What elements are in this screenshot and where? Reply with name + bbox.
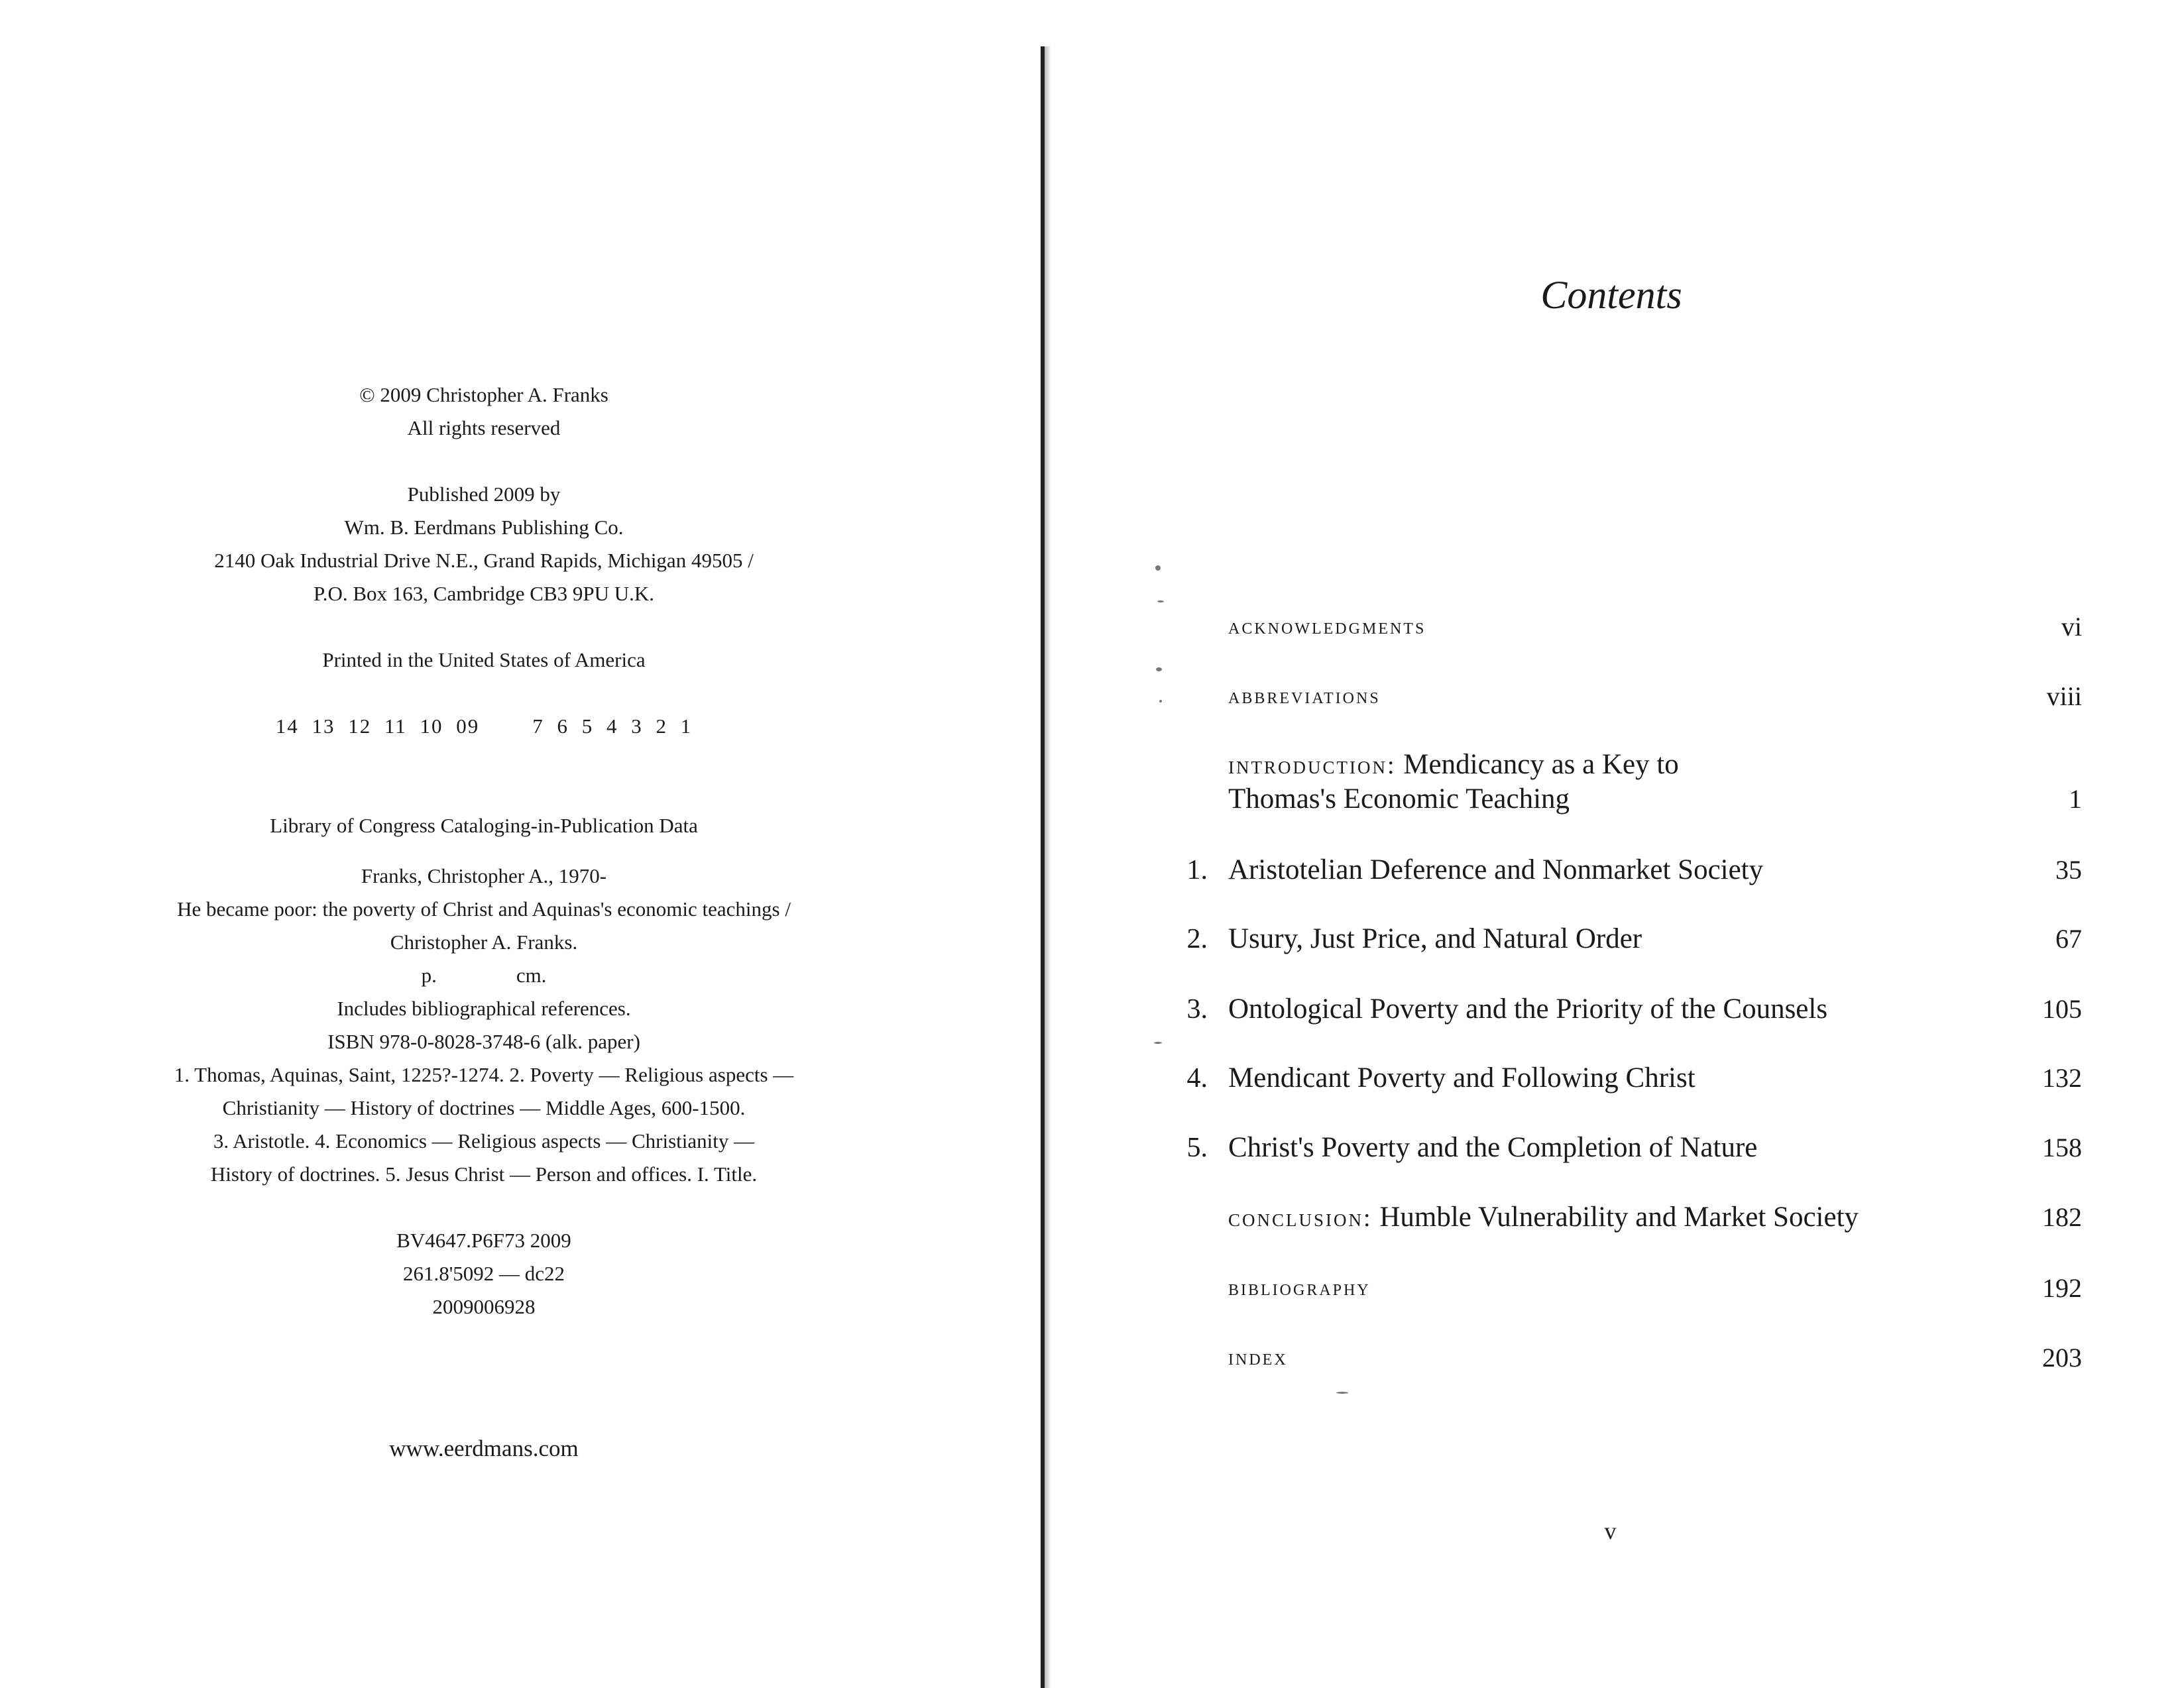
impression-line <box>0 713 968 740</box>
contents-title: Contents <box>1540 273 1682 317</box>
scan-speck <box>1156 667 1162 671</box>
classification-line: 261.8'5092 — dc22 <box>402 1262 565 1285</box>
scan-speck <box>1157 600 1164 602</box>
publisher-line: Wm. B. Eerdmans Publishing Co. <box>344 516 624 539</box>
toc-entry-page: 158 <box>2042 1133 2082 1162</box>
cip-heading: Library of Congress Cataloging-in-Publication Data <box>270 814 698 837</box>
toc-entry-number: 1. <box>1186 855 1208 885</box>
address-line-1: 2140 Oak Industrial Drive N.E., Grand Rapids, Michigan 49505 / <box>214 549 754 572</box>
cip-line: 1. Thomas, Aquinas, Saint, 1225?-1274. 2. Poverty — Religious aspects — <box>174 1063 794 1086</box>
toc-entry-page: 192 <box>2042 1273 2082 1303</box>
toc-entry-title: acknowledgments <box>1228 614 1426 639</box>
toc-entry-number: 5. <box>1186 1133 1208 1163</box>
toc-entry-title: Ontological Poverty and the Priority of the Counsels <box>1228 993 1828 1025</box>
toc-entry-title: Mendicant Poverty and Following Christ <box>1228 1062 1695 1094</box>
toc-entry-page: 182 <box>2042 1202 2082 1232</box>
toc-entry-page: 35 <box>2055 855 2082 885</box>
toc-entry-page: 67 <box>2055 924 2082 954</box>
toc-entry-page: 203 <box>2042 1343 2082 1373</box>
website-line: www.eerdmans.com <box>389 1435 579 1461</box>
toc-entry-number: 2. <box>1186 924 1208 954</box>
cip-line: Christopher A. Franks. <box>390 930 578 954</box>
toc-entry-page: 1 <box>2069 784 2082 814</box>
toc-entry-number: 4. <box>1186 1063 1208 1094</box>
address-line-2: P.O. Box 163, Cambridge CB3 9PU U.K. <box>313 582 655 605</box>
toc-entry-label: Humble Vulnerability and Market Society <box>1379 1202 1859 1233</box>
scan-speck <box>1159 700 1162 703</box>
copyright-line: © 2009 Christopher A. Franks <box>359 383 608 406</box>
impression-numbers: 7 6 5 4 3 2 1 <box>532 714 693 738</box>
toc-entry-label: Mendicancy as a Key to <box>1403 749 1679 780</box>
toc-entry-title: index <box>1228 1345 1288 1370</box>
pcm-p: p. <box>421 964 437 987</box>
cip-line: Christianity — History of doctrines — Middle Ages, 600-1500. <box>222 1096 746 1119</box>
scan-speck <box>1336 1392 1348 1394</box>
cip-line: 3. Aristotle. 4. Economics — Religious aspects — Christianity — <box>213 1129 755 1153</box>
toc-entry-title: abbreviations <box>1228 684 1381 708</box>
cip-line: History of doctrines. 5. Jesus Christ — Person and offices. I. Title. <box>210 1162 758 1186</box>
toc-entry-prefix: introduction: <box>1228 752 1397 779</box>
toc-entry-title <box>1228 748 1679 783</box>
pcm-line <box>0 962 968 989</box>
scan-speck <box>1155 565 1161 571</box>
scan-speck <box>1154 1042 1162 1044</box>
toc-entry-title: Usury, Just Price, and Natural Order <box>1228 923 1642 954</box>
gutter-shadow <box>1045 46 1051 1688</box>
published-line: Published 2009 by <box>407 482 561 506</box>
toc-entry-prefix: conclusion: <box>1228 1204 1373 1232</box>
toc-entry-page: 105 <box>2042 994 2082 1024</box>
classification-line: 2009006928 <box>432 1295 536 1318</box>
toc-entry-title: bibliography <box>1228 1276 1371 1300</box>
cip-line: Includes bibliographical references. <box>337 997 631 1020</box>
rights-line: All rights reserved <box>407 416 561 439</box>
cip-line: Franks, Christopher A., 1970- <box>361 864 607 887</box>
toc-entry-number: 3. <box>1186 994 1208 1025</box>
classification-line: BV4647.P6F73 2009 <box>396 1229 571 1252</box>
cip-line: He became poor: the poverty of Christ and Aquinas's economic teachings / <box>177 897 791 921</box>
printed-line: Printed in the United States of America <box>322 648 646 671</box>
pcm-cm: cm. <box>516 964 547 987</box>
toc-entry-title: Christ's Poverty and the Completion of Nature <box>1228 1132 1758 1163</box>
toc-entry-title: Aristotelian Deference and Nonmarket Society <box>1228 854 1764 885</box>
toc-entry-title-line2: Thomas's Economic Teaching <box>1228 783 1570 815</box>
cip-line: ISBN 978-0-8028-3748-6 (alk. paper) <box>327 1030 640 1053</box>
toc-entry-page: viii <box>2046 681 2082 711</box>
page-number: v <box>1604 1518 1617 1544</box>
toc-entry-page: vi <box>2061 612 2082 642</box>
toc-entry-page: 132 <box>2042 1063 2082 1093</box>
toc-entry-title <box>1228 1200 1859 1235</box>
impression-years: 14 13 12 11 10 09 <box>275 714 480 738</box>
contents-page <box>1051 0 2184 1688</box>
copyright-page <box>0 0 1041 1688</box>
